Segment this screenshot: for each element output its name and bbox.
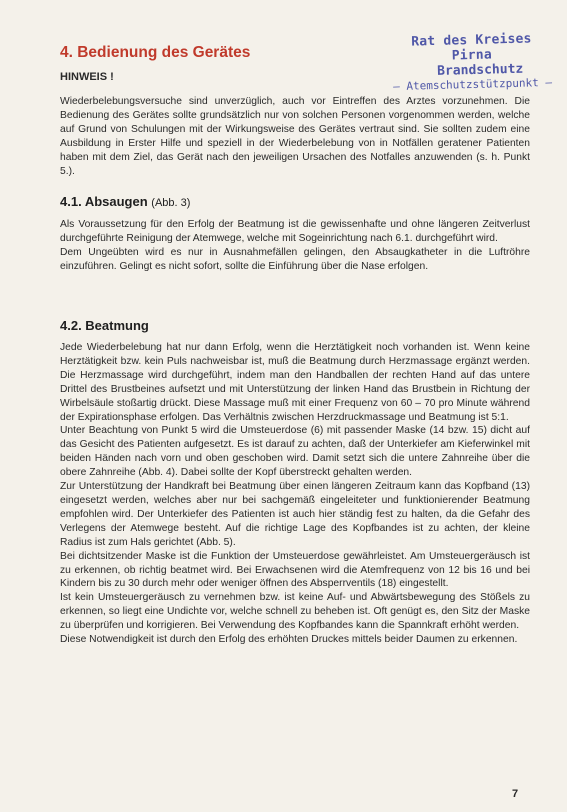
section-title: 4. Bedienung des Gerätes xyxy=(60,44,251,61)
beatmung-paragraph: Ist kein Umsteuergeräusch zu vernehmen bzw. ist keine Auf- und Abwärtsbewegung des Stößels zu erkennen, so liegt eine Undichte vor, welche schnell zu beheben ist. Oft genügt es, den Sitz der Maske zu überprüfen und korrigieren. Bei Verwendung des Kopfbandes kann die Spannkraft erhöht werden. xyxy=(60,592,530,632)
hinweis-block xyxy=(60,95,530,178)
organization-stamp xyxy=(391,31,552,93)
beatmung-paragraph: Zur Unterstützung der Handkraft bei Beatmung über einen längeren Zeitraum kann das Kopfband (13) eingesetzt werden, welches aber nur bei sachgemäß eingeleiteter und funktionierender Beatmung empfohlen wird. Der Unterkiefer des Patienten ist auch hier ständig fest zu halten, da die Gefahr des Verlegens der Atemwege besteht. Auf die richtige Lage des Kopfbandes ist zu achten, der kleine Radius ist zum Hals gerichtet (Abb. 5). xyxy=(60,481,530,548)
absaugen-block xyxy=(60,218,530,274)
hinweis-label: HINWEIS ! xyxy=(60,71,114,83)
page-number: 7 xyxy=(512,788,519,800)
stamp-line-3: – Atemschutzstützpunkt – xyxy=(392,75,553,94)
beatmung-paragraph: Bei dichtsitzender Maske ist die Funktion der Umsteuerdose gewährleistet. Am Umsteuergeräusch ist zu erkennen, ob richtig beatmet wird. Bei Erwachsenen wird die Atemfrequenz von 12 bis 16 und bei Kindern bis zu 30 durch mehr oder weniger öffnen des Absperrventils (18) eingestellt. xyxy=(60,550,530,590)
absaugen-paragraph: Als Voraussetzung für den Erfolg der Beatmung ist die gewissenhafte und ohne längeren Zeitverlust durchgeführte Reinigung der Atemwege, welche mit Sogeinrichtung nach 6.1. durchgeführt wird. xyxy=(60,219,530,244)
stamp-line-2: Brandschutz xyxy=(436,61,524,79)
beatmung-paragraph: Diese Notwendigkeit ist durch den Erfolg des erhöhten Druckes mittels beider Daumen zu erkennen. xyxy=(60,634,518,646)
absaugen-heading-ref: (Abb. 3) xyxy=(151,197,191,209)
absaugen-heading-text: 4.1. Absaugen xyxy=(60,194,148,209)
absaugen-heading xyxy=(60,194,190,209)
beatmung-paragraph: Jede Wiederbelebung hat nur dann Erfolg, wenn die Herztätigkeit noch vorhanden ist. Wenn keine Herztätigkeit bzw. kein Puls nachweisbar ist, muß die Beatmung durch Herzmassage ergänzt werden. Die Herzmassage wird durchgeführt, indem man den Handballen der rechten Hand auf das untere Drittel des Brustbeines aufsetzt und mit Unterstützung der linken Hand das Brustbein in Richtung der Wirbelsäule stoßartig drückt. Diese Massage muß mit einer Frequenz von 60 – 70 pro Minute während der Expirationsphase erfolgen. Das Verhältnis zwischen Herzdruckmassage und Beatmung ist 5:1. xyxy=(60,342,530,423)
beatmung-heading: 4.2. Beatmung xyxy=(60,318,149,333)
hinweis-paragraph: Wiederbelebungsversuche sind unverzüglich, auch vor Eintreffen des Arztes vorzunehmen. Die Bedienung des Gerätes sollte grundsätzlich nur von solchen Personen vorgenommen werden, welche auf Grund von Schulungen mit der Wirkungsweise des Gerätes vertraut sind. Sie sollten zudem eine Ausbildung in Erster Hilfe und speziell in der Wiederbelebung von in Notfällen geratener Patienten haben mit dem Ziel, das Gerät nach den jeweiligen Ursachen des Notfalles anzuwenden (s. h. Punkt 5.). xyxy=(60,96,530,177)
beatmung-block xyxy=(60,341,530,647)
absaugen-paragraph: Dem Ungeübten wird es nur in Ausnahmefällen gelingen, den Absaugkatheter in die Luftröhre einzuführen. Gelingt es nicht sofort, sollte die Einführung über die Nase erfolgen. xyxy=(60,246,530,272)
stamp-line-1: Rat des Kreises Pirna xyxy=(411,31,532,64)
beatmung-paragraph: Unter Beachtung von Punkt 5 wird die Umsteuerdose (6) mit passender Maske (14 bzw. 15) dicht auf das Gesicht des Patienten aufgesetzt. Es ist darauf zu achten, daß der Unterkiefer am Kieferwinkel mit beiden Händen nach vorn und oben geschoben wird. Damit setzt sich die untere Zahnreihe über die obere Zahnreihe (Abb. 4). Dabei sollte der Kopf überstreckt gehalten werden. xyxy=(60,425,530,479)
